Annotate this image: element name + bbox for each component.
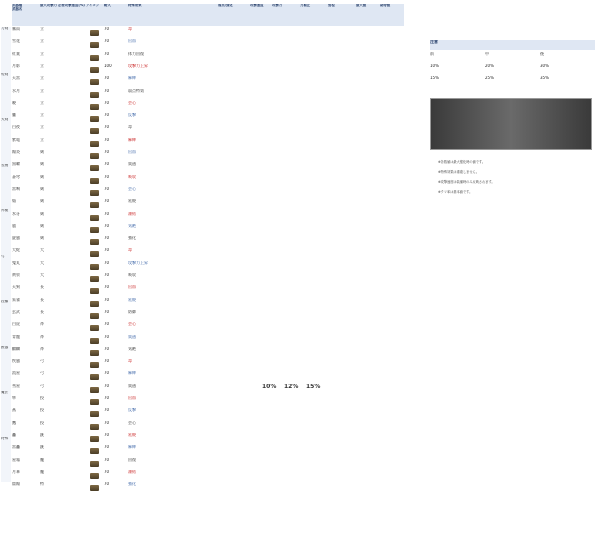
weapon-type: 大 <box>40 273 44 277</box>
weapon-icon <box>90 436 99 442</box>
weapon-name: 隼 <box>12 396 16 400</box>
weapon-icon <box>90 79 99 85</box>
side-table-cell: 15% <box>430 76 439 80</box>
header-cell: 力補正 <box>300 4 328 26</box>
durability: 70 <box>104 297 110 302</box>
weapon-icon <box>90 301 99 307</box>
side-table-cell: 10% <box>430 64 439 68</box>
weapon-name: 旋風 <box>12 236 20 241</box>
weapon-icon <box>90 350 99 356</box>
special-effect: 毒 <box>128 359 132 364</box>
weapon-name: 紅葉 <box>12 51 20 56</box>
weapon-type: 斧 <box>40 334 44 339</box>
weapon-type: 剣 <box>40 186 44 191</box>
special-effect: 延焼 <box>128 199 136 204</box>
weapon-type: 立 <box>40 113 44 118</box>
special-effect: 吸収 <box>128 174 136 179</box>
weapon-name: 陰陽 <box>12 482 20 487</box>
weapon-name: 鬼丸 <box>12 260 20 265</box>
note-text: ※攻撃速度は装備時のみ反映されます。 <box>438 180 495 184</box>
weapon-name: 紫電 <box>12 137 20 142</box>
weapon-type: 立 <box>40 100 44 105</box>
group-label: 斧槌 <box>1 209 11 255</box>
group-label: 投擲 <box>1 300 11 346</box>
weapon-name: 黄泉 <box>12 273 20 277</box>
weapon-type: 立 <box>40 63 44 68</box>
weapon-icon <box>90 313 99 319</box>
weapon-icon <box>90 473 99 479</box>
weapon-type: 大 <box>40 248 44 253</box>
durability: 70 <box>104 432 110 437</box>
header-cell: 攻撃力 <box>272 4 300 26</box>
weapon-type: 長 <box>40 285 44 290</box>
special-effect: 会心 <box>128 100 136 105</box>
side-table-cell: 35% <box>540 76 549 80</box>
weapon-icon <box>90 30 99 36</box>
durability: 70 <box>104 285 110 290</box>
header-cell: アイコン <box>86 4 104 26</box>
side-table-title: 注意 <box>430 40 595 50</box>
weapon-name: 蒼穹 <box>12 174 20 179</box>
weapon-icon <box>90 461 99 467</box>
weapon-icon <box>90 325 99 331</box>
weapon-type: 剣 <box>40 199 44 204</box>
special-effect: 毒 <box>128 248 132 253</box>
special-effect: 強化 <box>128 236 136 241</box>
special-effect: 回復 <box>128 457 136 462</box>
weapon-icon <box>90 104 99 110</box>
header-cell: 武器種 武器名 <box>12 4 40 26</box>
durability: 70 <box>104 371 110 376</box>
weapon-icon <box>90 141 99 147</box>
embedded-screenshot <box>430 98 592 150</box>
weapon-type: 投 <box>40 420 44 425</box>
durability: 70 <box>104 211 110 216</box>
side-table-cell: 20% <box>485 64 494 68</box>
durability: 100 <box>104 63 112 68</box>
special-effect: 麻痺 <box>128 76 136 81</box>
durability: 70 <box>104 469 110 474</box>
header-cell: 攻撃速度 <box>250 4 272 26</box>
weapon-name: 雪花 <box>12 39 20 44</box>
weapon-name: 麒麟 <box>12 346 20 351</box>
header-cell: 弱点/強化 <box>218 4 250 26</box>
group-label: 特殊 <box>1 437 11 483</box>
durability: 70 <box>104 408 110 413</box>
note-text: ※特殊効果は重複しません。 <box>438 170 480 174</box>
durability: 70 <box>104 223 110 228</box>
group-label: 長柄 <box>1 164 11 210</box>
weapon-icon <box>90 153 99 159</box>
weapon-type: 大 <box>40 260 44 265</box>
durability: 70 <box>104 76 110 81</box>
weapon-type: 弓 <box>40 359 44 364</box>
durability: 70 <box>104 346 110 351</box>
special-effect: 毒 <box>128 27 132 31</box>
special-effect: 出血 <box>128 150 136 154</box>
special-effect: 会心 <box>128 186 136 191</box>
special-effect: 出血 <box>128 39 136 44</box>
special-effect: 弱点特効 <box>128 88 144 93</box>
weapon-type: 立 <box>40 88 44 93</box>
weapon-name: 白虎 <box>12 322 20 327</box>
weapon-icon <box>90 67 99 73</box>
weapon-type: 立 <box>40 76 44 81</box>
durability: 70 <box>104 309 110 314</box>
durability: 70 <box>104 248 110 253</box>
weapon-name: 黒曜 <box>12 162 20 167</box>
group-label: 短剣 <box>1 73 11 119</box>
weapon-name: 霧雨 <box>12 27 20 31</box>
header-cell: 最大値 <box>356 4 380 26</box>
weapon-name: 朱雀 <box>12 297 20 302</box>
special-effect: 貫通 <box>128 334 136 339</box>
special-effect: 体力回復 <box>128 51 144 56</box>
special-effect: 麻痺 <box>128 371 136 376</box>
durability: 70 <box>104 322 110 327</box>
special-effect: 凍結 <box>128 211 136 216</box>
weapon-type: 銃 <box>40 445 44 450</box>
weapon-icon <box>90 178 99 184</box>
group-label: 弓 <box>1 255 11 301</box>
weapon-type: 剣 <box>40 223 44 228</box>
weapon-type: 剣 <box>40 150 44 154</box>
weapon-name: 朧 <box>12 113 16 118</box>
special-effect: 貫通 <box>128 162 136 167</box>
stat-value: 15% <box>306 383 321 390</box>
weapon-icon <box>90 128 99 134</box>
weapon-icon <box>90 215 99 221</box>
weapon-type: 剣 <box>40 174 44 179</box>
weapon-name: 玄武 <box>12 309 20 314</box>
weapon-type: 投 <box>40 408 44 413</box>
weapon-name: 天狗 <box>12 285 20 290</box>
weapon-type: 斧 <box>40 346 44 351</box>
special-effect: 毒 <box>128 125 132 130</box>
stat-value: 10% <box>262 383 277 390</box>
durability: 70 <box>104 150 110 154</box>
weapon-icon <box>90 411 99 417</box>
header-cell: 期待値 <box>380 4 404 26</box>
weapon-name: 雷轟 <box>12 445 20 450</box>
weapon-icon <box>90 165 99 171</box>
special-effect: 凍結 <box>128 469 136 474</box>
weapon-icon <box>90 116 99 122</box>
durability: 70 <box>104 100 110 105</box>
special-effect: 出血 <box>128 396 136 400</box>
durability: 70 <box>104 445 110 450</box>
weapon-name: 星霜 <box>12 457 20 462</box>
weapon-name: 氷牙 <box>12 211 20 216</box>
durability: 70 <box>104 51 110 56</box>
weapon-type: 投 <box>40 396 44 400</box>
durability: 70 <box>104 39 110 44</box>
special-effect: 延焼 <box>128 432 136 437</box>
weapon-type: 立 <box>40 27 44 31</box>
header-cell: 射程 <box>328 4 356 26</box>
stat-value: 12% <box>284 383 299 390</box>
header-cell: 特殊効果 <box>128 4 218 26</box>
durability: 70 <box>104 359 110 364</box>
durability: 70 <box>104 27 110 31</box>
special-effect: 反撃 <box>128 408 136 413</box>
weapon-icon <box>90 399 99 405</box>
durability: 70 <box>104 383 110 388</box>
special-effect: 貫通 <box>128 383 136 388</box>
durability: 70 <box>104 88 110 93</box>
weapon-name: 陽炎 <box>12 150 20 154</box>
special-effect: 防御 <box>128 309 136 314</box>
durability: 70 <box>104 482 110 487</box>
side-table-cell: 後 <box>540 52 544 56</box>
weapon-name: 流星 <box>12 371 20 376</box>
side-table-cell: 前 <box>430 52 434 56</box>
weapon-icon <box>90 251 99 257</box>
weapon-icon <box>90 448 99 454</box>
weapon-name: 天雷 <box>12 76 20 81</box>
weapon-icon <box>90 374 99 380</box>
weapon-type: 魔 <box>40 457 44 462</box>
weapon-icon <box>90 276 99 282</box>
weapon-name: 月影 <box>12 63 20 68</box>
weapon-icon <box>90 288 99 294</box>
group-label: 銃器 <box>1 346 11 392</box>
special-effect: 麻痺 <box>128 137 136 142</box>
weapon-type: 魔 <box>40 469 44 474</box>
weapon-name: 彗星 <box>12 383 20 388</box>
weapon-name: 焔 <box>12 199 16 204</box>
group-label: 大剣 <box>1 118 11 164</box>
durability: 70 <box>104 113 110 118</box>
durability: 70 <box>104 236 110 241</box>
durability: 70 <box>104 420 110 425</box>
special-effect: 攻撃力上昇 <box>128 63 148 68</box>
side-table-cell: 25% <box>485 76 494 80</box>
weapon-type: 斧 <box>40 322 44 327</box>
weapon-type: 剣 <box>40 236 44 241</box>
special-effect: 会心 <box>128 322 136 327</box>
header-cell: 必要攻撃速度(%) <box>58 4 86 26</box>
special-effect: 攻撃力上昇 <box>128 260 148 265</box>
weapon-name: 水月 <box>12 88 20 93</box>
durability: 70 <box>104 260 110 265</box>
side-table-cell: 30% <box>540 64 549 68</box>
durability: 70 <box>104 396 110 400</box>
special-effect: 出血 <box>128 285 136 290</box>
durability: 70 <box>104 137 110 142</box>
weapon-type: 弓 <box>40 371 44 376</box>
weapon-type: 長 <box>40 297 44 302</box>
weapon-type: 立 <box>40 51 44 56</box>
header-cell: 耐久 <box>104 4 128 26</box>
group-label: 魔法 <box>1 391 11 437</box>
weapon-icon <box>90 227 99 233</box>
special-effect: 気絶 <box>128 223 136 228</box>
weapon-type: 立 <box>40 137 44 142</box>
durability: 70 <box>104 273 110 277</box>
note-text: ※クリ率は基本値です。 <box>438 190 473 194</box>
weapon-type: 長 <box>40 309 44 314</box>
weapon-name: 暁 <box>12 100 16 105</box>
note-text: ※各数値は最大強化時の値です。 <box>438 160 486 164</box>
group-label: 刀剣 <box>1 27 11 73</box>
durability: 70 <box>104 334 110 339</box>
weapon-icon <box>90 362 99 368</box>
weapon-type: 剣 <box>40 162 44 167</box>
weapon-name: 雷鳴 <box>12 186 20 191</box>
weapon-icon <box>90 190 99 196</box>
weapon-type: 立 <box>40 125 44 130</box>
special-effect: 強化 <box>128 482 136 487</box>
weapon-icon <box>90 387 99 393</box>
special-effect: 気絶 <box>128 346 136 351</box>
weapon-name: 大蛇 <box>12 248 20 253</box>
weapon-type: 弓 <box>40 383 44 388</box>
weapon-name: 疾風 <box>12 359 20 364</box>
special-effect: 延焼 <box>128 297 136 302</box>
weapon-icon <box>90 239 99 245</box>
weapon-name: 白夜 <box>12 125 20 130</box>
special-effect: 麻痺 <box>128 445 136 450</box>
special-effect: 反撃 <box>128 113 136 118</box>
header-cell: 最大攻撃力 <box>40 4 58 26</box>
weapon-name: 轟 <box>12 432 16 437</box>
weapon-type: 銃 <box>40 432 44 437</box>
weapon-type: 特 <box>40 482 44 487</box>
weapon-name: 鷹 <box>12 420 16 425</box>
durability: 70 <box>104 125 110 130</box>
weapon-name: 燕 <box>12 408 16 413</box>
weapon-icon <box>90 338 99 344</box>
weapon-icon <box>90 424 99 430</box>
weapon-icon <box>90 202 99 208</box>
weapon-name: 嵐 <box>12 223 16 228</box>
weapon-name: 青龍 <box>12 334 20 339</box>
special-effect: 吸収 <box>128 273 136 277</box>
weapon-icon <box>90 485 99 491</box>
weapon-icon <box>90 42 99 48</box>
durability: 70 <box>104 162 110 167</box>
special-effect: 会心 <box>128 420 136 425</box>
weapon-type: 剣 <box>40 211 44 216</box>
weapon-type: 立 <box>40 39 44 44</box>
weapon-icon <box>90 55 99 61</box>
durability: 70 <box>104 457 110 462</box>
durability: 70 <box>104 174 110 179</box>
durability: 70 <box>104 186 110 191</box>
side-table-cell: 中 <box>485 52 489 56</box>
weapon-icon <box>90 92 99 98</box>
weapon-icon <box>90 264 99 270</box>
durability: 70 <box>104 199 110 204</box>
weapon-name: 月華 <box>12 469 20 474</box>
